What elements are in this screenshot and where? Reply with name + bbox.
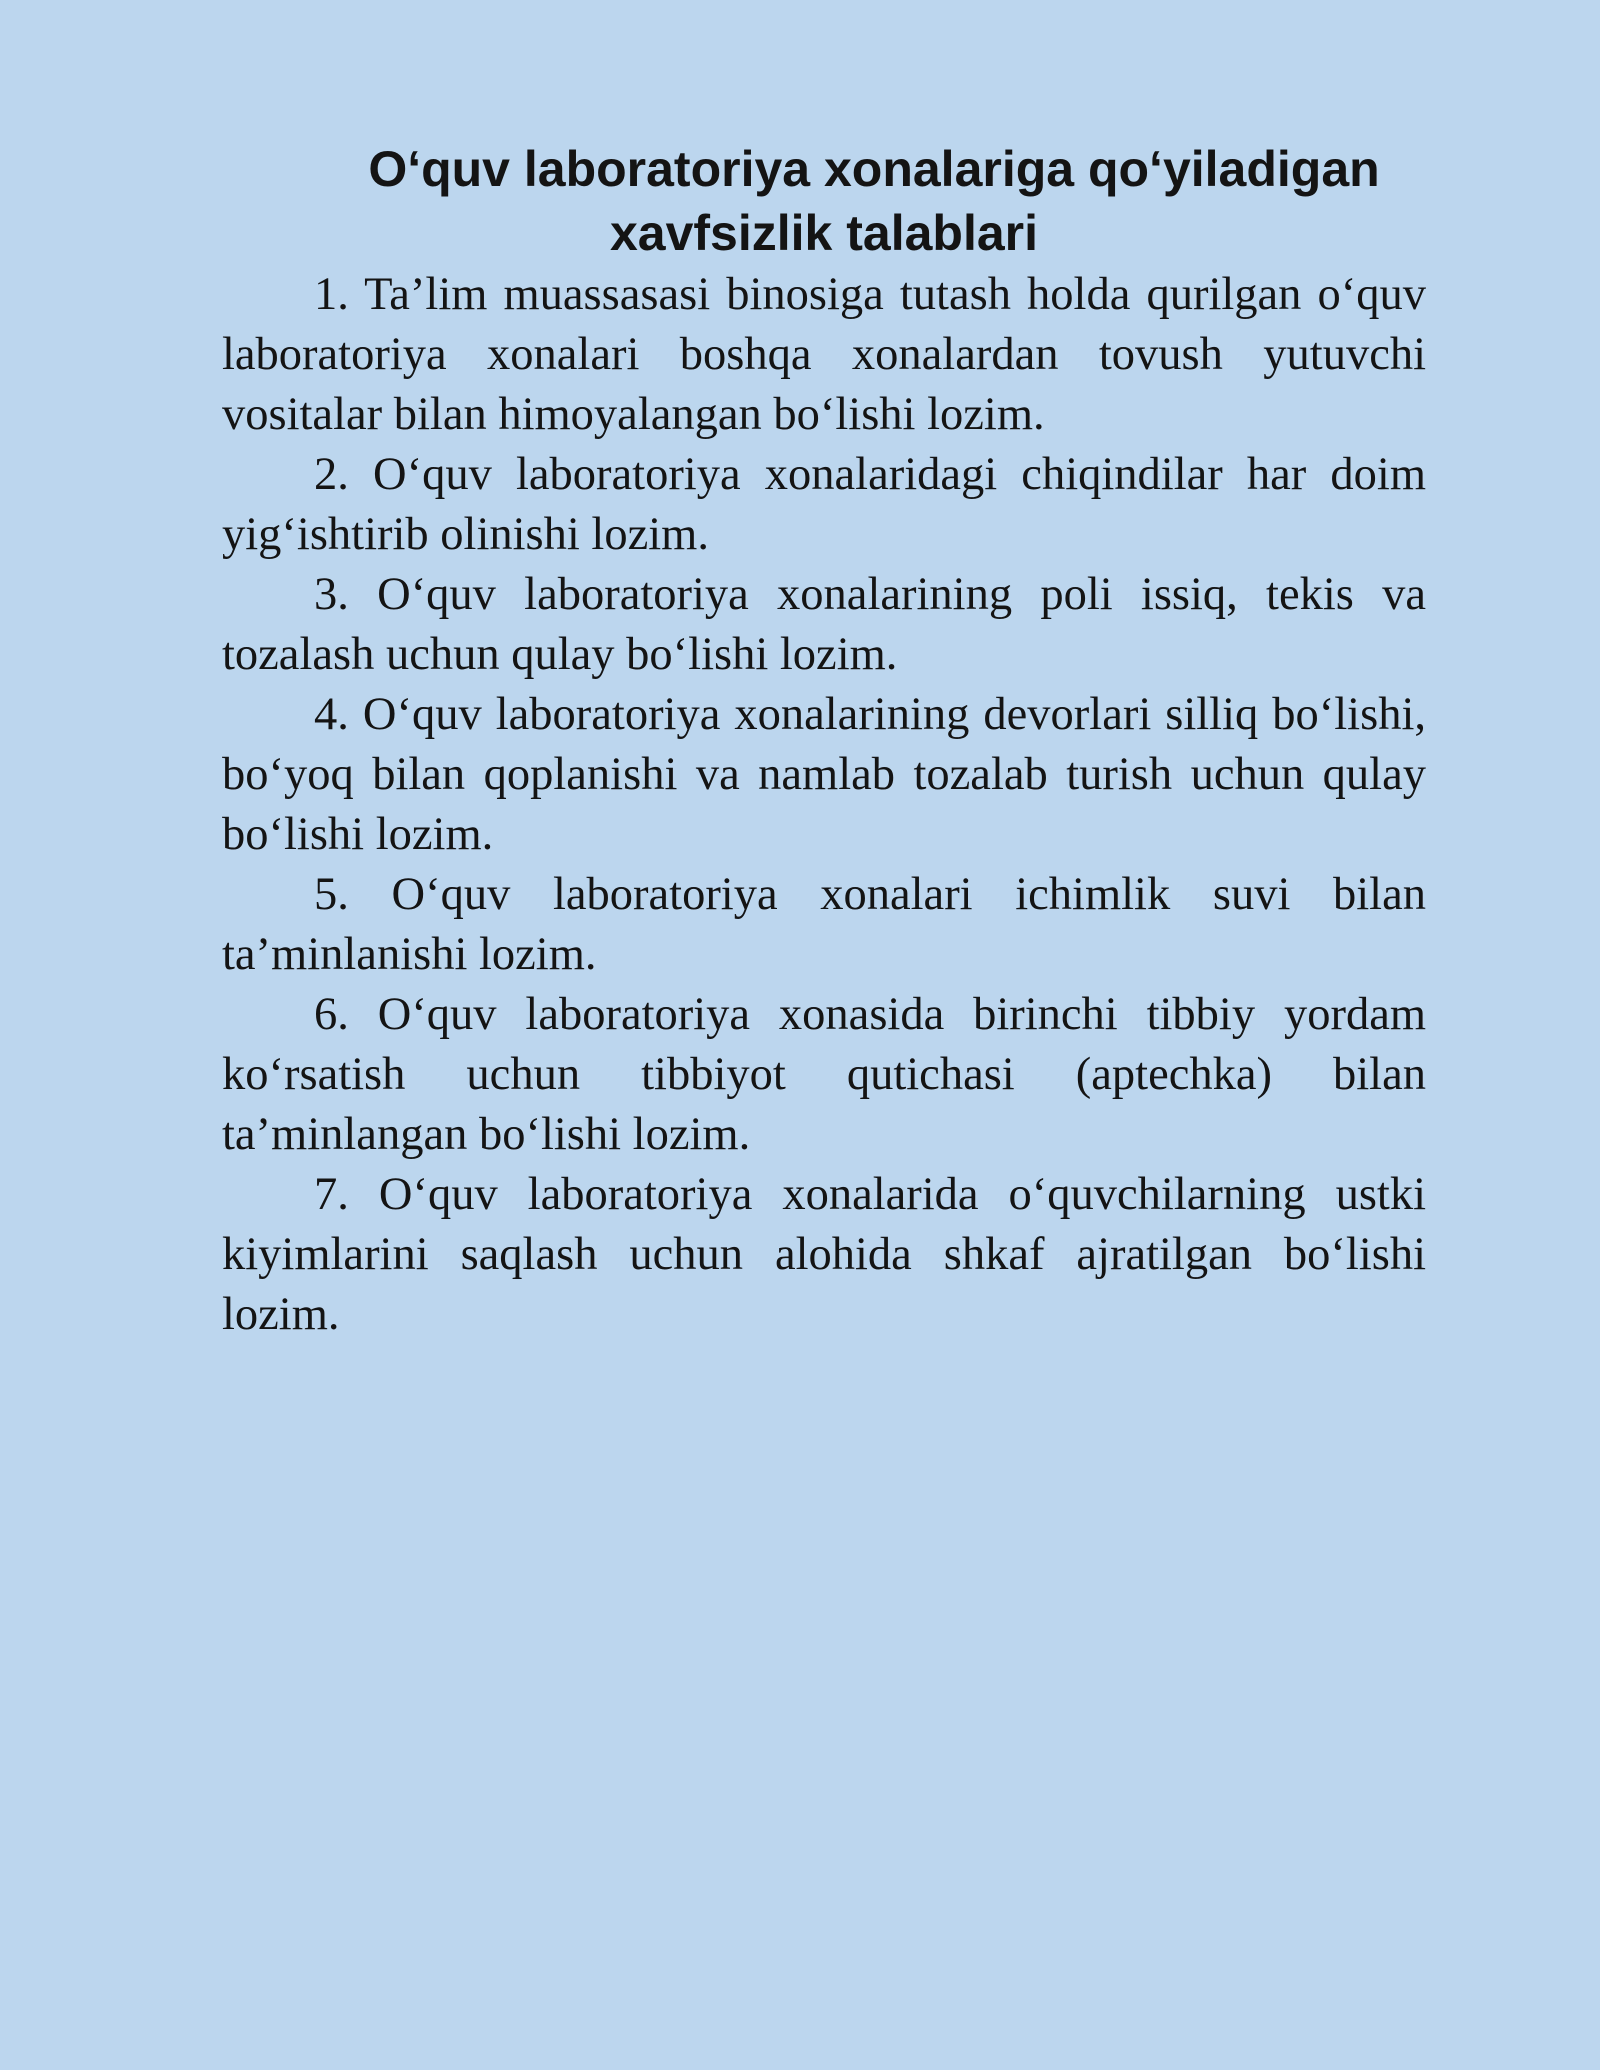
requirement-item-4: 4. O‘quv laboratoriya xonalarining devorlari silliq bo‘lishi, bo‘yoq bilan qoplanishi va namlab tozalab turish uchun qulay bo‘lishi lozim. — [222, 689, 1426, 860]
document-title — [222, 137, 1426, 265]
requirement-item-6: 6. O‘quv laboratoriya xonasida birinchi tibbiy yordam ko‘rsatish uchun tibbiyot qutichasi (aptechka) bilan ta’minlangan bo‘lishi lozim. — [222, 989, 1426, 1160]
title-line-1: O‘quv laboratoriya xonalariga qo‘yiladigan — [368, 141, 1380, 197]
requirements-list — [222, 265, 1426, 1345]
title-line-2: xavfsizlik talablari — [609, 205, 1038, 261]
requirement-item-1: 1. Ta’lim muassasasi binosiga tutash holda qurilgan o‘quv laboratoriya xonalari boshqa xonalardan tovush yutuvchi vositalar bilan himoyalangan bo‘lishi lozim. — [222, 269, 1426, 440]
requirement-item-3: 3. O‘quv laboratoriya xonalarining poli issiq, tekis va tozalash uchun qulay bo‘lishi lozim. — [222, 569, 1426, 680]
requirement-item-5: 5. O‘quv laboratoriya xonalari ichimlik suvi bilan ta’minlanishi lozim. — [222, 869, 1426, 980]
requirement-item-2: 2. O‘quv laboratoriya xonalaridagi chiqindilar har doim yig‘ishtirib olinishi lozim. — [222, 449, 1426, 560]
requirement-item-7: 7. O‘quv laboratoriya xonalarida o‘quvchilarning ustki kiyimlarini saqlash uchun alohida shkaf ajratilgan bo‘lishi lozim. — [222, 1169, 1426, 1340]
